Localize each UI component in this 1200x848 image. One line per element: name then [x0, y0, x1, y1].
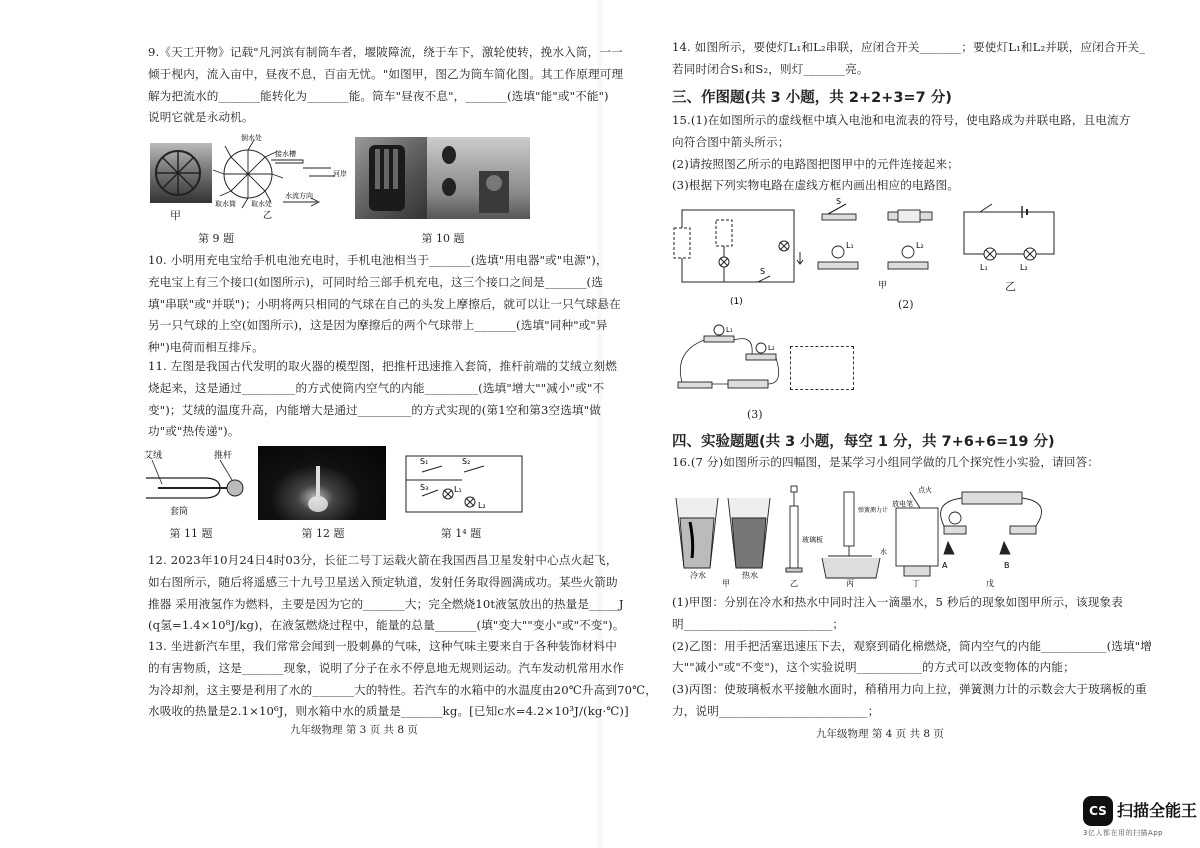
rocket-photo-art — [258, 446, 386, 520]
q11-line: 变")；艾绒的温度升高，内能增大是通过_________的方式实现的(第1空和第3空选填"做 — [148, 402, 601, 417]
q16-line: 大""减小"或"不变")，这个实验说明___________的方式可以改变物体的内能； — [672, 660, 1075, 675]
q10-text — [148, 250, 621, 359]
section-3-heading: 三、作图题(共 3 小题，共 2+2+3=7 分) — [672, 90, 952, 106]
q14-text — [672, 37, 1145, 81]
label-16-ding: 丁 — [912, 579, 920, 588]
label-rod: 推杆 — [214, 451, 233, 461]
q16-line: (1)甲图：分别在冷水和热水中同时注入一滴墨水，5 秒后的现象如图甲所示，该现象表 — [672, 595, 1124, 609]
scanner-watermark — [1083, 796, 1198, 840]
label-l1-4: L₁ — [726, 326, 733, 334]
waterwheel-photo-art — [150, 143, 212, 203]
label-16-yi: 乙 — [790, 579, 798, 588]
q15-text — [672, 110, 1131, 197]
balloon-photo — [427, 137, 530, 219]
q15-line: (2)请按照图乙所示的电路图把图甲中的元件连接起来； — [672, 156, 959, 171]
q15-line: 15.(1)在如图所示的虚线框中填入电池和电流表的符号，使电路成为并联电路，且电流方 — [672, 113, 1131, 127]
q14-caption: 第 1⁴ 题 — [440, 527, 482, 540]
q10-line: 填"串联"或"并联")；小明将两只相同的气球在自己的头发上摩擦后，就可以让一只气球悬在 — [148, 296, 621, 311]
q15-circuit-yi — [960, 208, 1060, 272]
q10-line: 充电宝上有三个接口(如图所示)，可同时给三部手机充电，这三个接口之间是_______(选 — [148, 274, 603, 289]
q16-line: 明_________________________； — [672, 616, 845, 631]
scanner-tagline: 3亿人都在用的扫描App — [1083, 829, 1164, 837]
rocket-photo — [258, 446, 386, 520]
q13-line: 水吸收的热量是2.1×10⁶J，则水箱中水的质量是_______kg。[已知c水=4.2×10³J/(kg·℃)] — [148, 704, 629, 719]
label-flow: 水流方向 — [285, 192, 313, 200]
right-page — [600, 0, 1200, 848]
q16-intro-line: 16.(7 分)如图所示的四幅图，是某学习小组同学做的几个探究性小实验，请回答： — [672, 455, 1100, 469]
label-hot: 热水 — [742, 571, 758, 580]
waterwheel-photo — [150, 143, 212, 203]
fig-label-jia: 甲 — [170, 209, 181, 222]
q13-text — [148, 636, 657, 723]
q15-real-circuit — [674, 324, 784, 394]
label-yi: 乙 — [1005, 280, 1016, 293]
scanner-name: 扫描全能王 — [1117, 801, 1198, 820]
label-l1-3: L₁ — [980, 263, 988, 272]
label-trough: 接水槽 — [275, 150, 296, 158]
q15-line: 向符合图中箭头所示； — [672, 134, 790, 149]
label-l2-3: L₂ — [1020, 263, 1028, 272]
q9-caption: 第 9 题 — [198, 232, 234, 245]
label-l2-4: L₂ — [768, 344, 775, 352]
label-16-wu: 戊 — [986, 579, 994, 588]
q15-line: (3)根据下列实物电路在虚线方框内画出相应的电路图。 — [672, 178, 959, 193]
label-pour: 倒水处 — [241, 134, 262, 142]
q12-caption: 第 12 题 — [301, 527, 345, 540]
dashed-box-left — [674, 228, 690, 258]
q11-text — [148, 356, 617, 443]
q10-line: 种")电荷而相互排斥。 — [148, 340, 264, 355]
label-s-2: S — [836, 197, 842, 206]
q13-line: 13. 坐进新汽车里，我们常常会闻到一股刺鼻的气味，这种气味主要来自于各种装饰材料中 — [148, 639, 617, 653]
label-jia: 甲 — [878, 281, 888, 291]
label-heat: 放电笔 — [892, 500, 913, 508]
label-sleeve: 套筒 — [170, 507, 189, 517]
q12-text — [148, 550, 624, 637]
label-spring: 弹簧测力计 — [858, 507, 889, 514]
powerbank-photo-art — [355, 137, 427, 219]
q14-circuit — [402, 450, 526, 520]
balloon-photo-art — [427, 137, 530, 219]
label-water: 水 — [880, 548, 887, 556]
label-p3: (3) — [747, 408, 763, 421]
answer-box[interactable] — [790, 346, 854, 390]
label-16-bing: 丙 — [846, 579, 854, 588]
q12-line: 如右图所示，随后将遥感三十九号卫星送入预定轨道，发射任务取得圆满成功。某些火箭助 — [148, 574, 618, 589]
label-moxa: 艾绒 — [144, 451, 163, 461]
label-l1: L₁ — [454, 485, 462, 494]
waterwheel-diagram — [213, 132, 353, 222]
q16-line: (3)丙图：使玻璃板水平接触水面时，稍稍用力向上拉，弹簧测力计的示数会大于玻璃板的重 — [672, 682, 1147, 697]
q12-line: 12. 2023年10月24日4时03分，长征二号丁运载火箭在我国西昌卫星发射中心点火起飞， — [148, 553, 618, 567]
label-s1: S₁ — [420, 457, 429, 466]
label-l2: L₂ — [478, 501, 486, 510]
q16-intro — [672, 452, 1099, 474]
q11-line: 11. 左图是我国古代发明的取火器的模型图，把推杆迅速推入套筒，推杆前端的艾绒立刻燃 — [148, 359, 617, 373]
label-p2: (2) — [898, 298, 914, 311]
dashed-box-mid — [716, 220, 732, 246]
q13-line: 的有害物质，这是_______现象，说明了分子在永不停息地无规则运动。汽车发动机常用水作 — [148, 660, 625, 675]
q11-line: 功"或"热传递")。 — [148, 424, 240, 439]
label-16-jia: 甲 — [722, 579, 730, 588]
q14-line: 若同时闭合S₁和S₂，则灯_______亮。 — [672, 61, 869, 76]
section-4-heading: 四、实验题题(共 3 小题，每空 1 分，共 7+6+6=19 分) — [672, 434, 1055, 450]
q16-answers — [672, 592, 1152, 723]
q16-figures — [672, 482, 1132, 588]
label-s2: S₂ — [462, 457, 471, 466]
q14-line: 14. 如图所示，要使灯L₁和L₂串联，应闭合开关_______；要使灯L₁和L₂并联，应闭合开关_ — [672, 40, 1146, 54]
label-l1-2: L₁ — [846, 241, 854, 250]
q15-components-jia — [818, 197, 948, 291]
q9-text — [148, 42, 623, 129]
q15-circuit-1 — [674, 206, 804, 307]
q10-line: 10. 小明用充电宝给手机电池充电时，手机电池相当于_______(选填"用电器"或"电源")， — [148, 253, 608, 267]
q12-line: (q氢=1.4×10⁸J/kg)，在液氢燃烧过程中，能量的总量_______(填"变大""变小"或"不变")。 — [148, 618, 625, 633]
q16-line: 力，说明_________________________； — [672, 703, 880, 718]
powerbank-photo — [355, 137, 427, 219]
label-b: B — [1004, 561, 1010, 570]
fire-piston-diagram — [140, 448, 250, 518]
q10-line: 另一只气球的上空(如图所示)，这是因为摩擦后的两个气球带上_______(选填"同种"或"异 — [148, 318, 608, 333]
q9-line: 倾于枧内，流入亩中，昼夜不息，百亩无忧。"如图甲，图乙为筒车简化图。其工作原理可理 — [148, 66, 624, 81]
q13-line: 为冷却剂，这主要是利用了水的_______大的特性。若汽车的水箱中的水温度由20℃升高到70℃， — [148, 682, 658, 697]
q11-line: 烧起来，这是通过_________的方式使筒内空气的内能_________(选填"增大""减小"或"不 — [148, 380, 605, 395]
label-take-pos: 取水处 — [251, 200, 272, 208]
label-take: 取水筒 — [215, 200, 236, 208]
q16-line: (2)乙图：用手把活塞迅速压下去，观察到硝化棉燃烧，筒内空气的内能___________(选填"增 — [672, 638, 1152, 653]
label-l2-2: L₂ — [916, 241, 924, 250]
label-p1: (1) — [730, 297, 743, 307]
label-s: S — [760, 267, 766, 276]
q12-line: 推器 采用液氢作为燃料，主要是因为它的_______大；完全燃烧10t液氢放出的热量是_____J — [148, 596, 624, 611]
q9-line: 9.《天工开物》记载"凡河滨有制筒车者，堰陂障流，绕于车下，激轮使转，挽水入筒，一一 — [148, 45, 623, 59]
left-footer: 九年级物理 第 3 页 共 8 页 — [290, 724, 418, 736]
label-bank: 河岸 — [333, 170, 347, 178]
camscanner-logo-icon: CS — [1083, 796, 1113, 826]
q10-caption: 第 10 题 — [421, 232, 465, 245]
label-a: A — [942, 561, 948, 570]
label-ignite: 点火 — [918, 486, 932, 494]
right-footer: 九年级物理 第 4 页 共 8 页 — [816, 728, 944, 740]
label-glass: 玻璃板 — [802, 536, 823, 544]
label-s3: S₃ — [420, 483, 429, 492]
fig-label-yi: 乙 — [263, 211, 273, 221]
q11-caption: 第 11 题 — [169, 527, 213, 540]
q9-line: 解为把流水的_______能转化为_______能。筒车"昼夜不息"，_______(选填"能"或"不能") — [148, 88, 609, 103]
q9-line: 说明它就是永动机。 — [148, 110, 254, 125]
label-cold: 冷水 — [690, 571, 706, 580]
